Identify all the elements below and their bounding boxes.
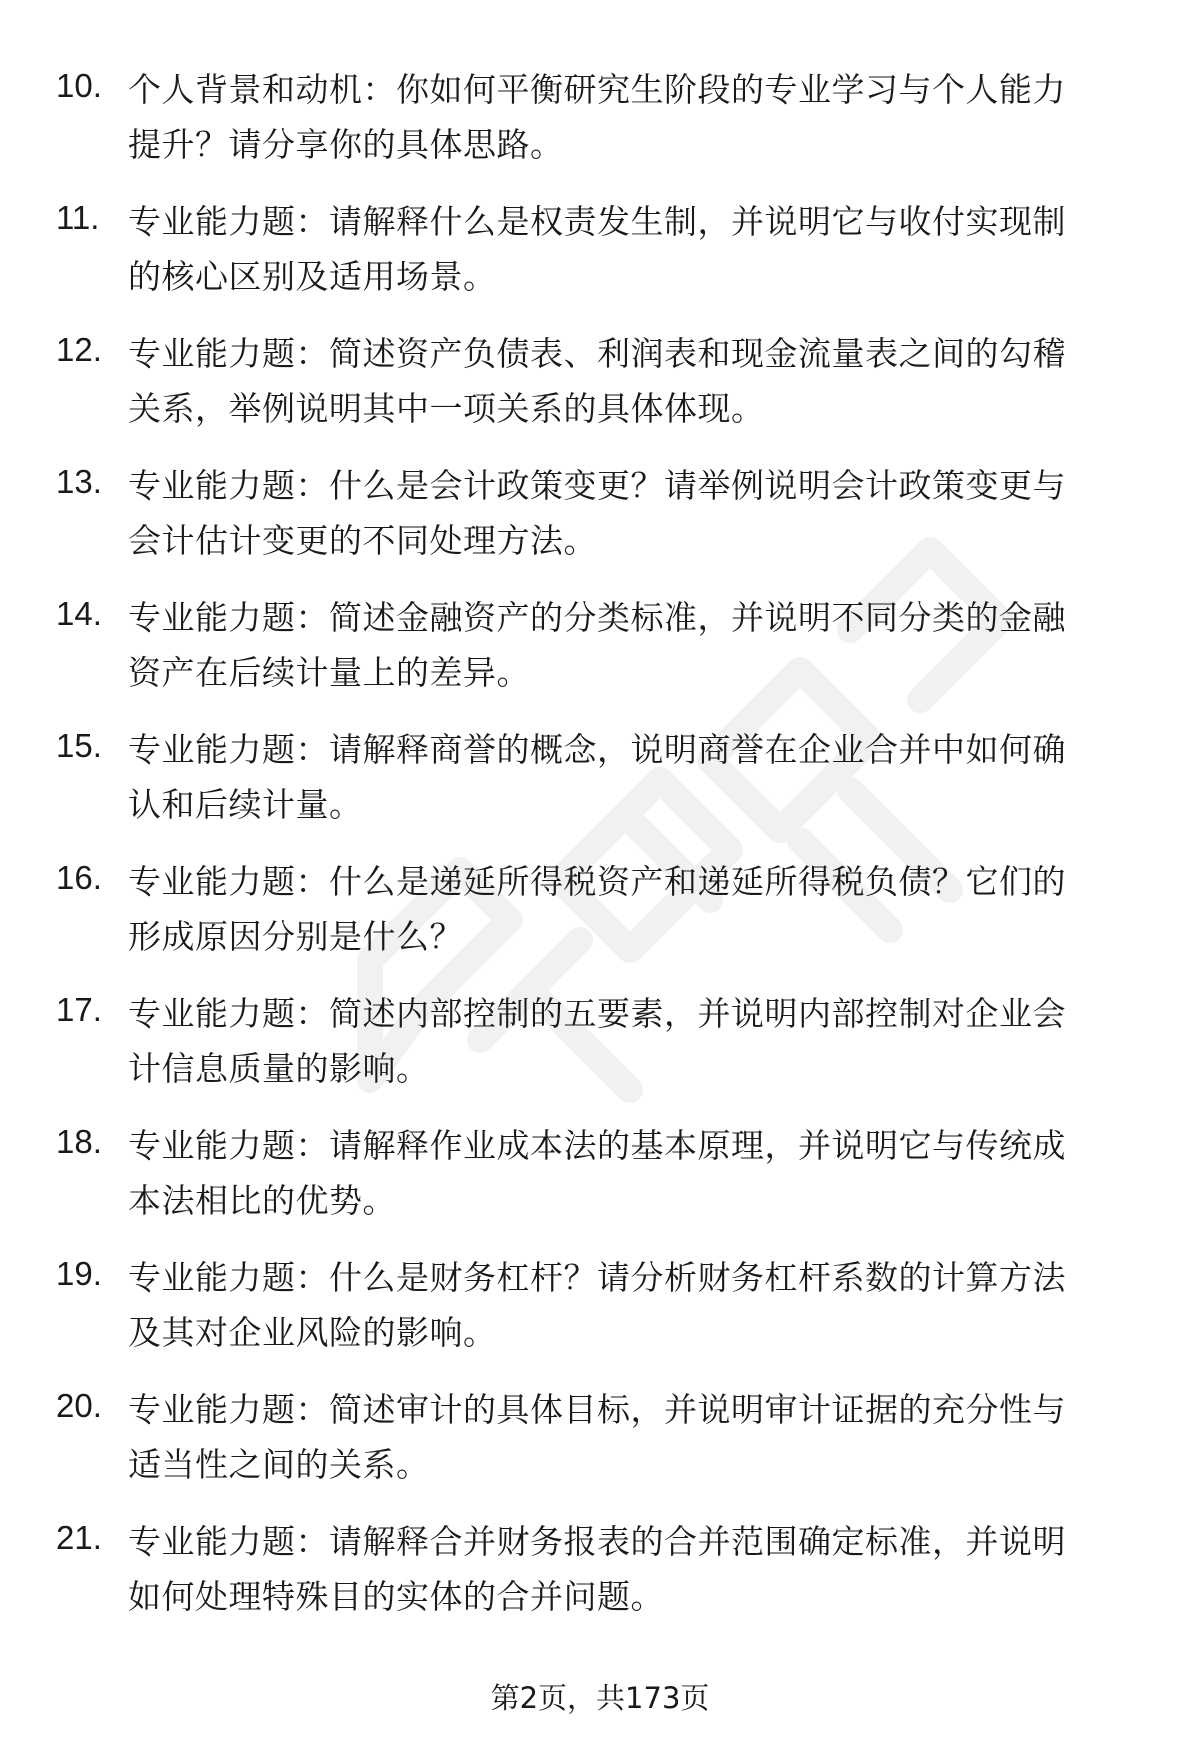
question-number: 11. xyxy=(56,199,100,236)
question-text: 专业能力题：简述金融资产的分类标准，并说明不同分类的金融 资产在后续计量上的差异。 xyxy=(128,598,1066,692)
question-text: 专业能力题：请解释作业成本法的基本原理，并说明它与传统成 本法相比的优势。 xyxy=(128,1126,1066,1220)
list-item xyxy=(0,590,1200,692)
question-number: 15. xyxy=(56,727,102,764)
question-text: 专业能力题：请解释什么是权责发生制，并说明它与收付实现制 的核心区别及适用场景。 xyxy=(128,202,1066,296)
question-text: 专业能力题：什么是递延所得税资产和递延所得税负债？它们的 形成原因分别是什么？ xyxy=(128,862,1066,956)
question-number: 21. xyxy=(56,1519,102,1556)
question-text: 专业能力题：简述内部控制的五要素，并说明内部控制对企业会 计信息质量的影响。 xyxy=(128,994,1066,1088)
question-text: 专业能力题：简述资产负债表、利润表和现金流量表之间的勾稽 关系，举例说明其中一项关系的具体体现。 xyxy=(128,334,1066,428)
question-number: 10. xyxy=(56,67,102,104)
list-item xyxy=(0,326,1200,428)
question-number: 18. xyxy=(56,1123,102,1160)
list-item xyxy=(0,458,1200,560)
question-text: 专业能力题：什么是财务杠杆？请分析财务杠杆系数的计算方法 及其对企业风险的影响。 xyxy=(128,1258,1066,1352)
question-text: 专业能力题：请解释合并财务报表的合并范围确定标准，并说明 如何处理特殊目的实体的合并问题。 xyxy=(128,1522,1066,1616)
question-number: 13. xyxy=(56,463,102,500)
list-item xyxy=(0,1250,1200,1352)
question-number: 19. xyxy=(56,1255,102,1292)
list-item xyxy=(0,854,1200,956)
list-item xyxy=(0,722,1200,824)
question-text: 个人背景和动机：你如何平衡研究生阶段的专业学习与个人能力 提升？请分享你的具体思路。 xyxy=(128,70,1066,164)
question-list xyxy=(0,62,1200,1646)
list-item xyxy=(0,986,1200,1088)
page-number: 第2页，共173页 xyxy=(490,1681,710,1715)
question-text: 专业能力题：请解释商誉的概念，说明商誉在企业合并中如何确 认和后续计量。 xyxy=(128,730,1066,824)
question-number: 14. xyxy=(56,595,102,632)
question-number: 16. xyxy=(56,859,102,896)
list-item xyxy=(0,1382,1200,1484)
question-text: 专业能力题：什么是会计政策变更？请举例说明会计政策变更与 会计估计变更的不同处理方法。 xyxy=(128,466,1066,560)
question-text: 专业能力题：简述审计的具体目标，并说明审计证据的充分性与 适当性之间的关系。 xyxy=(128,1390,1066,1484)
list-item xyxy=(0,194,1200,296)
question-number: 20. xyxy=(56,1387,102,1424)
list-item xyxy=(0,1514,1200,1616)
question-number: 12. xyxy=(56,331,102,368)
list-item xyxy=(0,1118,1200,1220)
question-number: 17. xyxy=(56,991,102,1028)
list-item xyxy=(0,62,1200,164)
